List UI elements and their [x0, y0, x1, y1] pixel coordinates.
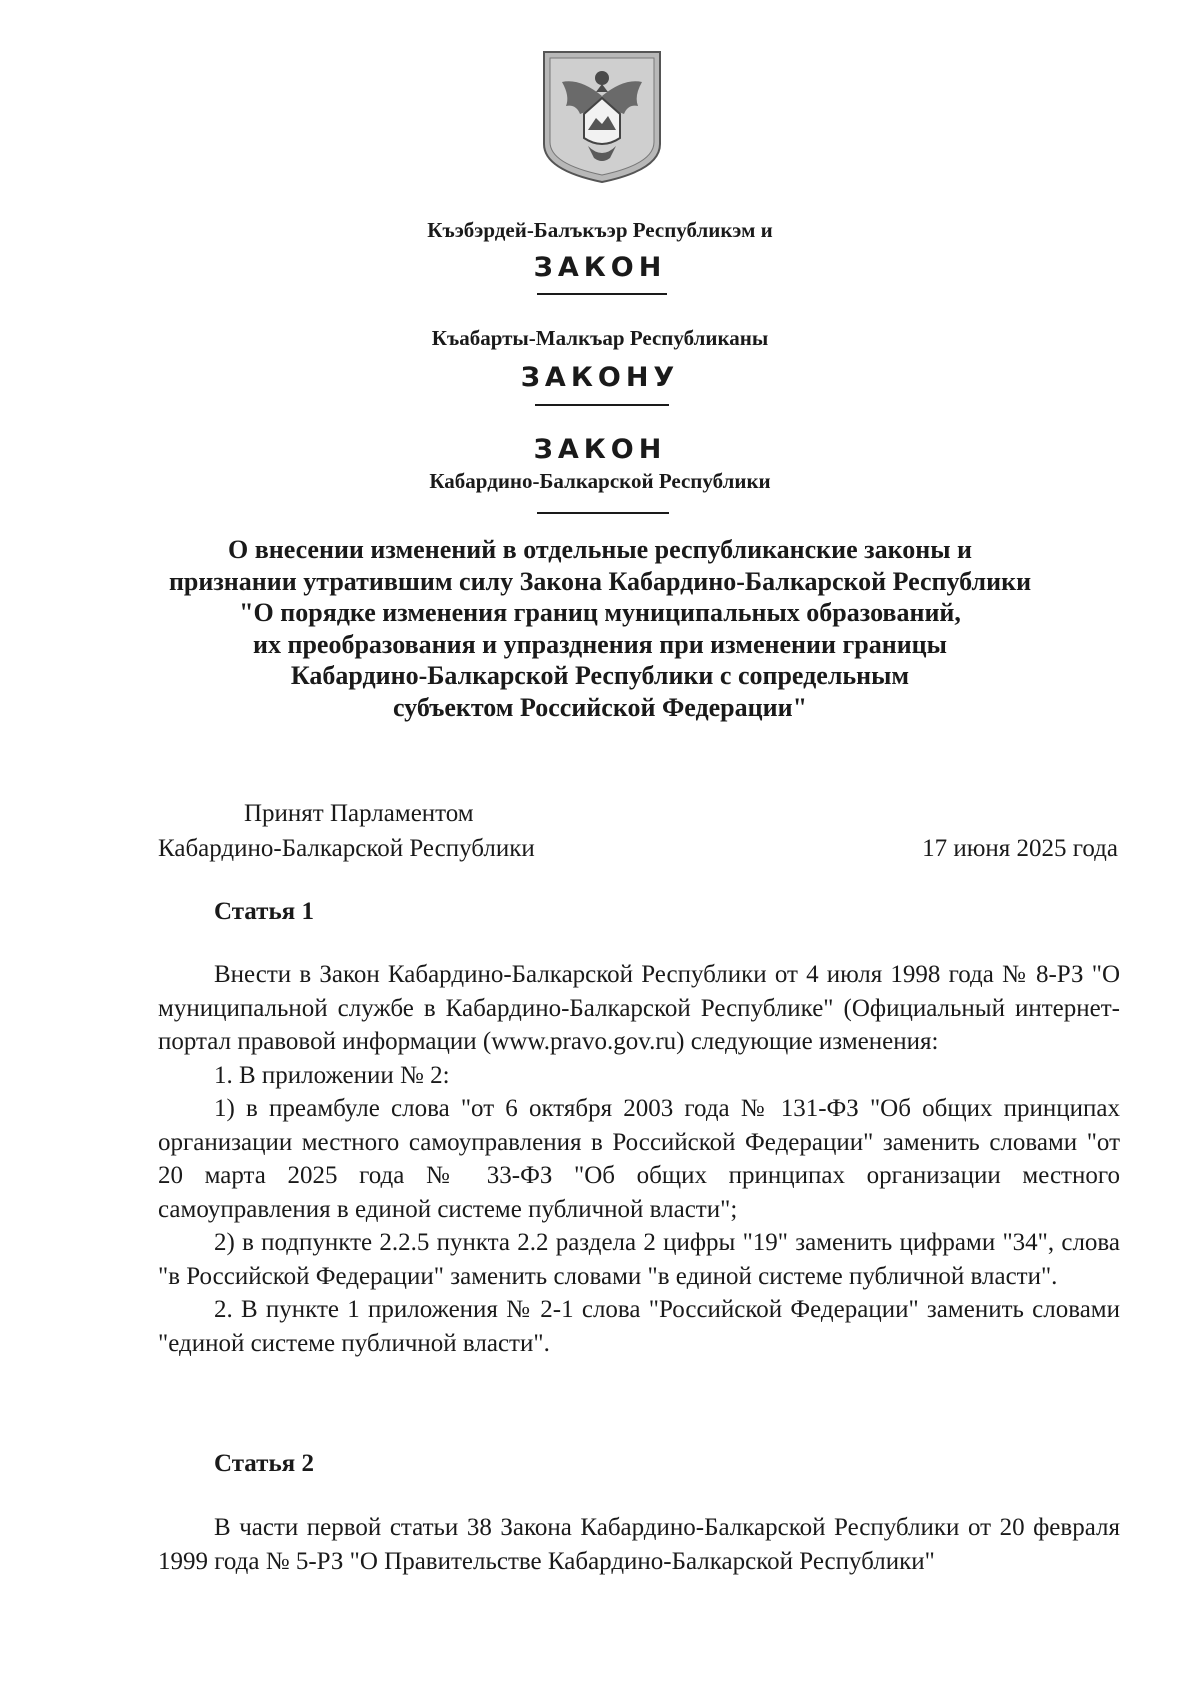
title-line: О внесении изменений в отдельные республиканские законы и [227, 535, 973, 564]
article-2-heading: Статья 2 [214, 1450, 314, 1477]
article-paragraph: 1. В приложении № 2: [214, 1061, 450, 1089]
adoption-line-1: Принят Парламентом [244, 800, 474, 827]
article-paragraph: 1) в преамбуле слова "от 6 октября 2003 года № 131-ФЗ "Об общих принципах организации местного самоуправления в Российской Федерации" заменить словами "от 20 марта 2025 года № 33-ФЗ "Об общих принципах организации местного самоуправления в единой системе публичной власти"; [158, 1095, 1120, 1223]
title-line: признании утратившим силу Закона Кабардино-Балкарской Республики [168, 566, 1032, 596]
article-1-heading: Статья 1 [214, 898, 314, 925]
balkar-header-line: Къабарты-Малкъар Республиканы [431, 326, 769, 350]
title-line: их преобразования и упразднения при изменении границы [253, 629, 947, 659]
title-line: Кабардино-Балкарской Республики с сопредельным [290, 661, 910, 691]
adoption-date: 17 июня 2025 года [922, 835, 1118, 862]
title-line: субъектом Российской Федерации" [392, 692, 808, 722]
russian-law-word: ЗАКОН [533, 434, 667, 465]
coat-of-arms-emblem [540, 48, 664, 184]
divider-rule [535, 404, 669, 406]
article-paragraph: В части первой статьи 38 Закона Кабардино-Балкарской Республики от 20 февраля 1999 года № 5-РЗ "О Правительстве Кабардино-Балкарской Республики" [158, 1514, 1120, 1575]
law-title [0, 534, 1200, 724]
adoption-line-2: Кабардино-Балкарской Республики [158, 835, 535, 862]
article-paragraph: 2) в подпункте 2.2.5 пункта 2.2 раздела 2 цифры "19" заменить цифрами "34", слова "в Российской Федерации" заменить словами "в единой системе публичной власти". [158, 1229, 1120, 1290]
kabardian-law-word: ЗАКОН [533, 252, 667, 283]
kabardian-header-line: Къэбэрдей-Балъкъэр Республикэм и [427, 218, 773, 242]
divider-rule [537, 293, 667, 295]
article-2-body [158, 1511, 1120, 1578]
article-paragraph: 2. В пункте 1 приложения № 2-1 слова "Российской Федерации" заменить словами "единой системе публичной власти". [158, 1296, 1120, 1357]
balkar-law-word: ЗАКОНУ [520, 362, 680, 393]
article-paragraph: Внести в Закон Кабардино-Балкарской Республики от 4 июля 1998 года № 8-РЗ "О муниципальной службе в Кабардино-Балкарской Республике" (Официальный интернет-портал правовой информации (www.pravo.gov.ru) следующие изменения: [158, 961, 1120, 1055]
article-1-body [158, 958, 1120, 1360]
title-line: "О порядке изменения границ муниципальных образований, [239, 598, 961, 628]
divider-rule [537, 512, 669, 514]
russian-header-line: Кабардино-Балкарской Республики [429, 469, 771, 493]
adoption-block [158, 796, 535, 866]
